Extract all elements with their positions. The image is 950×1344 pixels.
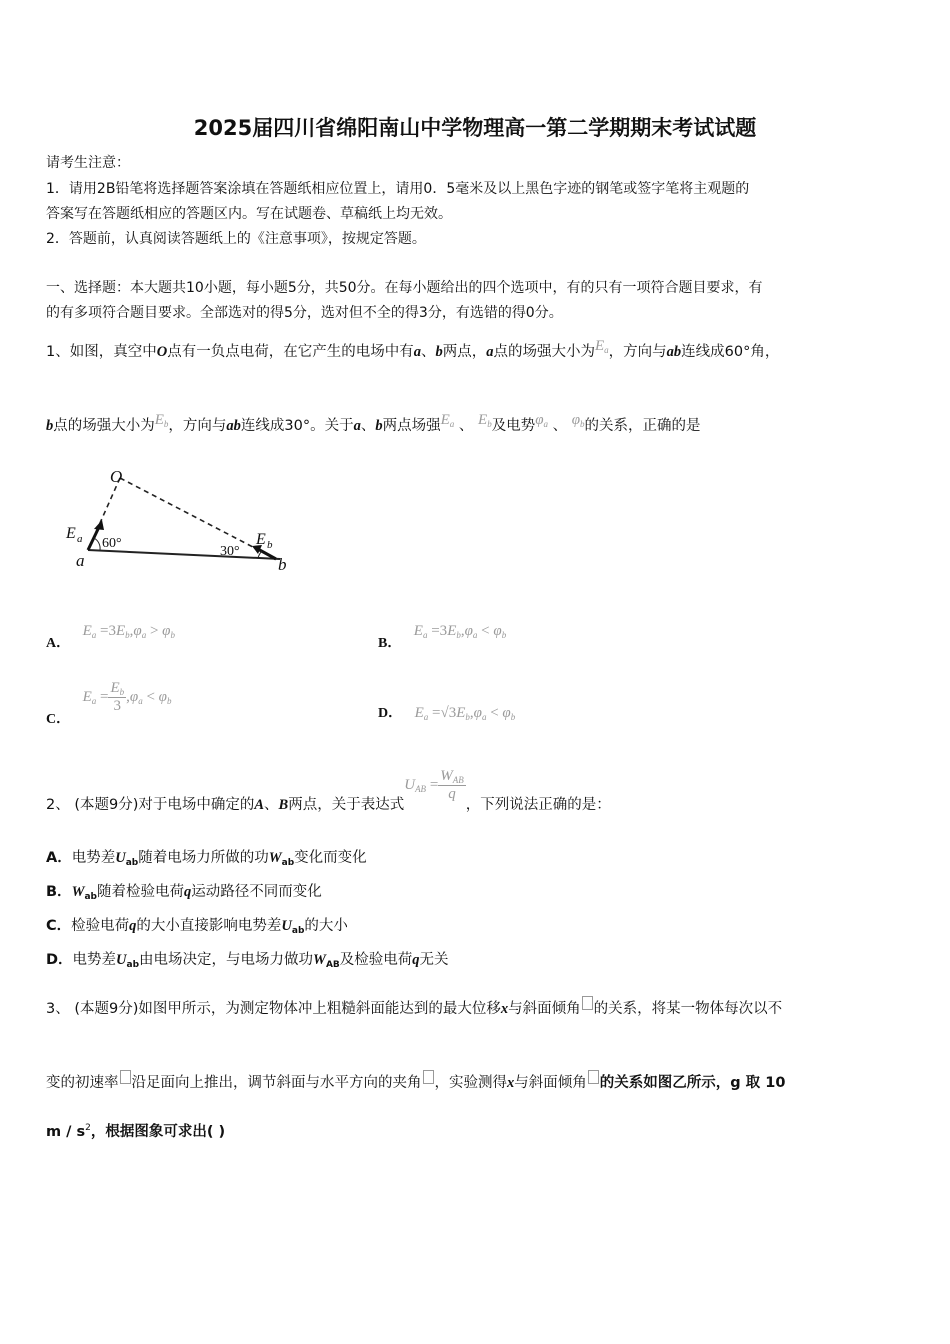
- missing-glyph-v0: [120, 1070, 131, 1084]
- symbol-phi-a: $\varphi_a$: [535, 412, 548, 429]
- option-A-expression: $E_a =3E_b,\varphi_a > \varphi_b$: [82, 623, 175, 640]
- label-Ea-sub: a: [77, 533, 83, 545]
- label-angle-30: 30°: [220, 544, 240, 559]
- angle-arc-a: [94, 538, 100, 550]
- question-3-line-2: 变的初速率 沿足面向上推出，调节斜面与水平方向的夹角 ，实验测得x与斜面倾角 的关系如图乙所示，g 取 10: [46, 1070, 785, 1092]
- question-3-line-3: m / $s^2$，根据图象可求出( ): [46, 1123, 226, 1140]
- section1-line-2: 的有多项符合题目要求。全部选对的得5分，选对但不全的得3分，有选错的得0分。: [46, 305, 563, 321]
- question-1-line-2: b点的场强大小为$E_b$，方向与ab连线成30°。关于a、b两点场强$E_a$ 、 $E_b$及电势$\varphi_a$ 、 $\varphi_b$的关系，正确的是: [46, 412, 701, 434]
- line-ab: [88, 550, 280, 559]
- dashed-line-ob: [120, 478, 276, 559]
- notice-item-1-line-1: 1．请用2B铅笔将选择题答案涂填在答题纸相应位置上，请用0．5毫米及以上黑色字迹的钢笔或签字笔将主观题的: [46, 181, 750, 197]
- notice-item-1-line-2: 答案写在答题纸相应的答题区内。写在试题卷、草稿纸上均无效。: [46, 206, 452, 222]
- missing-glyph-theta: [423, 1070, 434, 1084]
- symbol-phi-b: $\varphi_b$: [571, 412, 585, 429]
- symbol-Ea: $E_a$: [594, 338, 609, 355]
- notice-item-2: 2．答题前，认真阅读答题纸上的《注意事项》，按规定答题。: [46, 231, 426, 247]
- question-2-option-D[interactable]: D．电势差$U_{ab}$由电场决定，与电场力做功$W_{AB}$及检验电荷q无关: [46, 952, 449, 970]
- question-1-option-A[interactable]: A． $E_a =3E_b,\varphi_a > \varphi_b$: [46, 623, 175, 651]
- label-O: O: [110, 467, 123, 486]
- label-Ea: E: [66, 525, 76, 542]
- question-3-line-1: 3、 (本题9分)如图甲所示，为测定物体冲上粗糙斜面能达到的最大位移x与斜面倾角 的关系，将某一物体每次以不: [46, 996, 782, 1018]
- option-B-expression: $E_a =3E_b,\varphi_a < \varphi_b$: [413, 623, 507, 640]
- arrow-Ea-head: [94, 520, 104, 530]
- symbol-Eb: $E_b$: [154, 412, 169, 429]
- question-2-option-B[interactable]: B．$W_{ab}$随着检验电荷q运动路径不同而变化: [46, 884, 322, 902]
- label-b: b: [278, 555, 287, 574]
- label-Eb: E: [256, 531, 266, 548]
- label-Eb-sub: b: [267, 539, 273, 551]
- option-C-expression: $E_a$ = $\frac{E_b}{3}$ $,\varphi_a < \varphi_b$: [82, 680, 172, 714]
- option-D-expression: $E_a =√3E_b,\varphi_a < \varphi_b$: [414, 705, 516, 722]
- question-2-option-A[interactable]: A．电势差$U_{ab}$随着电场力所做的功$W_{ab}$变化而变化: [46, 850, 367, 868]
- question-1-option-B[interactable]: B． $E_a =3E_b,\varphi_a < \varphi_b$: [378, 623, 507, 651]
- page-title: 2025届四川省绵阳南山中学物理高一第二学期期末考试试题: [193, 116, 757, 140]
- question-1-diagram: [46, 452, 306, 582]
- question-2-stem: 2、 (本题9分)对于电场中确定的A、B两点，关于表达式$U_{AB}$ = $\frac{W_{AB}}{q}$ ，下列说法正确的是：: [46, 768, 611, 813]
- formula-UAB: $U_{AB}$ = $\frac{W_{AB}}{q}$: [404, 768, 464, 802]
- question-1-line-1: 1、如图，真空中O点有一负点电荷，在它产生的电场中有a、b两点，a点的场强大小为$E_a$，方向与ab连线成60°角，: [46, 338, 780, 360]
- notice-heading: 请考生注意：: [46, 155, 130, 171]
- question-2-option-C[interactable]: C．检验电荷q的大小直接影响电势差$U_{ab}$的大小: [46, 918, 348, 936]
- missing-glyph-theta: [582, 996, 593, 1010]
- label-a: a: [76, 551, 85, 570]
- label-angle-60: 60°: [102, 536, 122, 551]
- missing-glyph-theta: [588, 1070, 599, 1084]
- question-1-option-C[interactable]: C． $E_a$ = $\frac{E_b}{3}$ $,\varphi_a < \varphi_b$: [46, 680, 172, 727]
- section1-line-1: 一、选择题：本大题共10小题，每小题5分，共50分。在每小题给出的四个选项中，有的只有一项符合题目要求，有: [46, 280, 763, 296]
- question-1-option-D[interactable]: D． $E_a =√3E_b,\varphi_a < \varphi_b$: [378, 705, 516, 722]
